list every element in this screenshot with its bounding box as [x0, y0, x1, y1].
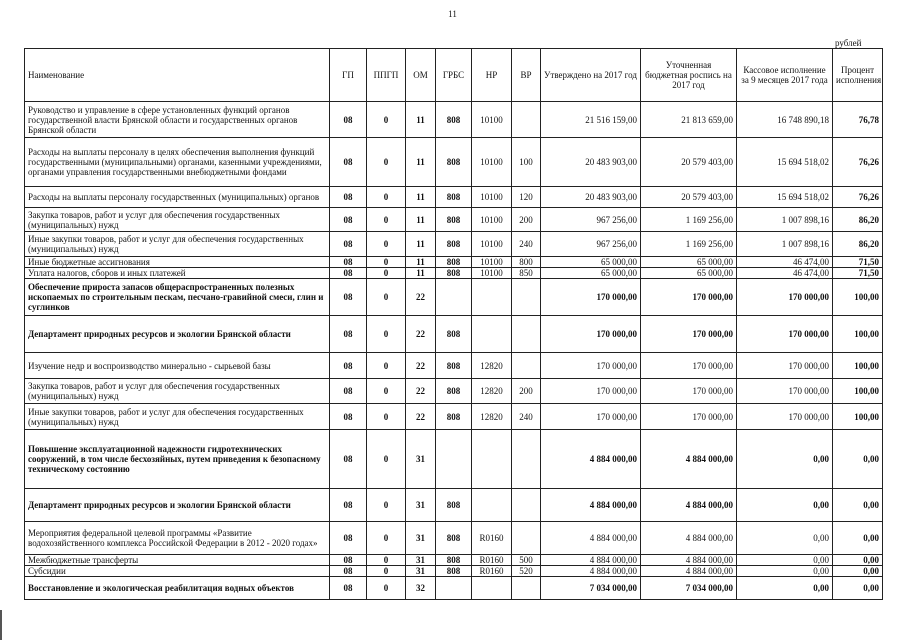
row-percent: 0,00 — [833, 555, 883, 566]
row-gp: 08 — [330, 577, 367, 600]
row-cash: 15 694 518,02 — [737, 138, 833, 187]
row-np — [472, 430, 512, 489]
row-grbs — [436, 577, 472, 600]
row-approved: 4 884 000,00 — [541, 555, 641, 566]
row-clarified: 170 000,00 — [641, 404, 737, 430]
row-gp: 08 — [330, 316, 367, 353]
row-approved: 20 483 903,00 — [541, 138, 641, 187]
header-ppgp: ППГП — [367, 49, 406, 102]
row-vr: 520 — [512, 566, 541, 577]
row-approved: 170 000,00 — [541, 316, 641, 353]
row-approved: 21 516 159,00 — [541, 102, 641, 138]
row-cash: 170 000,00 — [737, 379, 833, 404]
row-name: Субсидии — [25, 566, 330, 577]
row-name: Закупка товаров, работ и услуг для обеспечения государственных (муниципальных) нужд — [25, 379, 330, 404]
row-cash: 0,00 — [737, 566, 833, 577]
row-clarified: 170 000,00 — [641, 379, 737, 404]
row-vr: 500 — [512, 555, 541, 566]
row-clarified: 170 000,00 — [641, 279, 737, 316]
row-percent: 0,00 — [833, 522, 883, 555]
row-om: 32 — [406, 577, 436, 600]
row-vr: 240 — [512, 232, 541, 257]
row-cash: 170 000,00 — [737, 353, 833, 379]
row-om: 11 — [406, 208, 436, 232]
row-clarified: 65 000,00 — [641, 257, 737, 268]
row-np: 12820 — [472, 353, 512, 379]
table-row — [25, 138, 883, 187]
row-np: 10100 — [472, 232, 512, 257]
header-clarified: Уточненная бюджетная роспись на 2017 год — [641, 49, 737, 102]
row-approved: 967 256,00 — [541, 208, 641, 232]
row-gp: 08 — [330, 566, 367, 577]
row-gp: 08 — [330, 187, 367, 208]
row-om: 22 — [406, 379, 436, 404]
row-approved: 170 000,00 — [541, 379, 641, 404]
row-clarified: 4 884 000,00 — [641, 522, 737, 555]
row-percent: 0,00 — [833, 566, 883, 577]
row-om: 31 — [406, 555, 436, 566]
header-percent: Процент исполнения — [833, 49, 883, 102]
row-grbs: 808 — [436, 138, 472, 187]
row-approved: 170 000,00 — [541, 404, 641, 430]
row-ppgp: 0 — [367, 577, 406, 600]
row-approved: 4 884 000,00 — [541, 430, 641, 489]
row-name: Обеспечение прироста запасов общераспространенных полезных ископаемых по строительным пескам, песчано-гравийной смеси, глин и суглинков — [25, 279, 330, 316]
row-ppgp: 0 — [367, 208, 406, 232]
row-vr — [512, 522, 541, 555]
row-approved: 7 034 000,00 — [541, 577, 641, 600]
row-percent: 0,00 — [833, 489, 883, 522]
row-np: R0160 — [472, 522, 512, 555]
row-grbs: 808 — [436, 353, 472, 379]
row-percent: 86,20 — [833, 232, 883, 257]
row-vr — [512, 279, 541, 316]
table-row — [25, 404, 883, 430]
row-om: 31 — [406, 522, 436, 555]
row-name: Уплата налогов, сборов и иных платежей — [25, 268, 330, 279]
row-percent: 86,20 — [833, 208, 883, 232]
row-cash: 170 000,00 — [737, 279, 833, 316]
row-grbs: 808 — [436, 566, 472, 577]
row-name: Департамент природных ресурсов и экологии Брянской области — [25, 316, 330, 353]
row-cash: 1 007 898,16 — [737, 208, 833, 232]
row-percent: 71,50 — [833, 268, 883, 279]
row-name: Расходы на выплаты персоналу в целях обеспечения выполнения функций государственными (муниципальными) органами, казенными учреждениями, органами управления государственными внебюджетными фондами — [25, 138, 330, 187]
row-cash: 0,00 — [737, 522, 833, 555]
row-grbs: 808 — [436, 232, 472, 257]
row-gp: 08 — [330, 353, 367, 379]
row-grbs: 808 — [436, 522, 472, 555]
row-clarified: 4 884 000,00 — [641, 555, 737, 566]
row-clarified: 65 000,00 — [641, 268, 737, 279]
row-clarified: 4 884 000,00 — [641, 489, 737, 522]
row-percent: 100,00 — [833, 404, 883, 430]
row-ppgp: 0 — [367, 379, 406, 404]
row-cash: 0,00 — [737, 430, 833, 489]
row-np: 10100 — [472, 268, 512, 279]
table-row — [25, 566, 883, 577]
header-cash: Кассовое исполнение за 9 месяцев 2017 года — [737, 49, 833, 102]
row-percent: 100,00 — [833, 353, 883, 379]
row-vr — [512, 430, 541, 489]
row-approved: 4 884 000,00 — [541, 566, 641, 577]
row-clarified: 170 000,00 — [641, 316, 737, 353]
table-row — [25, 316, 883, 353]
row-gp: 08 — [330, 404, 367, 430]
row-np: 10100 — [472, 102, 512, 138]
row-clarified: 1 169 256,00 — [641, 232, 737, 257]
row-om: 31 — [406, 566, 436, 577]
row-name: Иные бюджетные ассигнования — [25, 257, 330, 268]
table-row — [25, 257, 883, 268]
row-name: Мероприятия федеральной целевой программы «Развитие водохозяйственного комплекса Российской Федерации в 2012 - 2020 годах» — [25, 522, 330, 555]
row-np — [472, 489, 512, 522]
row-om: 22 — [406, 404, 436, 430]
scan-edge-mark — [0, 610, 2, 640]
row-grbs: 808 — [436, 208, 472, 232]
row-clarified: 21 813 659,00 — [641, 102, 737, 138]
row-name: Межбюджетные трансферты — [25, 555, 330, 566]
row-om: 11 — [406, 138, 436, 187]
row-name: Департамент природных ресурсов и экологии Брянской области — [25, 489, 330, 522]
row-ppgp: 0 — [367, 232, 406, 257]
table-row — [25, 577, 883, 600]
header-gp: ГП — [330, 49, 367, 102]
row-cash: 0,00 — [737, 489, 833, 522]
row-ppgp: 0 — [367, 316, 406, 353]
row-om: 22 — [406, 353, 436, 379]
row-np: R0160 — [472, 566, 512, 577]
row-cash: 46 474,00 — [737, 268, 833, 279]
row-cash: 170 000,00 — [737, 404, 833, 430]
row-np: 12820 — [472, 404, 512, 430]
row-approved: 4 884 000,00 — [541, 522, 641, 555]
row-grbs: 808 — [436, 268, 472, 279]
table-header-row — [25, 49, 883, 102]
row-gp: 08 — [330, 208, 367, 232]
row-np — [472, 279, 512, 316]
row-gp: 08 — [330, 138, 367, 187]
row-percent: 71,50 — [833, 257, 883, 268]
header-name: Наименование — [25, 49, 330, 102]
row-om: 11 — [406, 187, 436, 208]
table-row — [25, 102, 883, 138]
row-vr: 200 — [512, 379, 541, 404]
row-name: Руководство и управление в сфере установленных функций органов государственной власти Брянской области и государственных органов Брянской области — [25, 102, 330, 138]
row-percent: 100,00 — [833, 379, 883, 404]
row-clarified: 20 579 403,00 — [641, 187, 737, 208]
row-name: Повышение эксплуатационной надежности гидротехнических сооружений, в том числе бесхозяйных, путем приведения к безопасному техническому состоянию — [25, 430, 330, 489]
row-grbs — [436, 430, 472, 489]
row-vr — [512, 489, 541, 522]
row-name: Иные закупки товаров, работ и услуг для обеспечения государственных (муниципальных) нужд — [25, 232, 330, 257]
row-np — [472, 316, 512, 353]
row-cash: 15 694 518,02 — [737, 187, 833, 208]
row-om: 11 — [406, 232, 436, 257]
row-gp: 08 — [330, 489, 367, 522]
row-np: R0160 — [472, 555, 512, 566]
header-grbs: ГРБС — [436, 49, 472, 102]
row-gp: 08 — [330, 522, 367, 555]
row-approved: 967 256,00 — [541, 232, 641, 257]
row-grbs: 808 — [436, 555, 472, 566]
row-clarified: 7 034 000,00 — [641, 577, 737, 600]
row-cash: 170 000,00 — [737, 316, 833, 353]
row-vr — [512, 316, 541, 353]
row-name: Изучение недр и воспроизводство минерально - сырьевой базы — [25, 353, 330, 379]
row-vr: 200 — [512, 208, 541, 232]
row-ppgp: 0 — [367, 522, 406, 555]
table-row — [25, 187, 883, 208]
row-name: Расходы на выплаты персоналу государственных (муниципальных) органов — [25, 187, 330, 208]
table-row — [25, 279, 883, 316]
row-grbs: 808 — [436, 102, 472, 138]
row-clarified: 20 579 403,00 — [641, 138, 737, 187]
row-name: Закупка товаров, работ и услуг для обеспечения государственных (муниципальных) нужд — [25, 208, 330, 232]
row-om: 22 — [406, 279, 436, 316]
row-vr: 800 — [512, 257, 541, 268]
row-grbs: 808 — [436, 489, 472, 522]
row-percent: 76,26 — [833, 187, 883, 208]
row-gp: 08 — [330, 555, 367, 566]
row-approved: 170 000,00 — [541, 279, 641, 316]
page-number: 11 — [448, 9, 457, 19]
row-vr: 240 — [512, 404, 541, 430]
row-np: 10100 — [472, 208, 512, 232]
header-np: НР — [472, 49, 512, 102]
currency-unit: рублей — [835, 38, 862, 48]
row-clarified: 1 169 256,00 — [641, 208, 737, 232]
row-ppgp: 0 — [367, 268, 406, 279]
row-ppgp: 0 — [367, 187, 406, 208]
row-gp: 08 — [330, 257, 367, 268]
row-ppgp: 0 — [367, 353, 406, 379]
row-grbs — [436, 279, 472, 316]
row-percent: 100,00 — [833, 316, 883, 353]
row-gp: 08 — [330, 279, 367, 316]
row-gp: 08 — [330, 102, 367, 138]
row-percent: 0,00 — [833, 430, 883, 489]
row-clarified: 4 884 000,00 — [641, 566, 737, 577]
row-ppgp: 0 — [367, 138, 406, 187]
row-name: Восстановление и экологическая реабилитация водных объектов — [25, 577, 330, 600]
table-row — [25, 268, 883, 279]
row-clarified: 4 884 000,00 — [641, 430, 737, 489]
row-grbs: 808 — [436, 316, 472, 353]
row-np: 10100 — [472, 257, 512, 268]
row-percent: 76,78 — [833, 102, 883, 138]
row-np — [472, 577, 512, 600]
row-approved: 4 884 000,00 — [541, 489, 641, 522]
table-row — [25, 489, 883, 522]
table-row — [25, 208, 883, 232]
row-ppgp: 0 — [367, 430, 406, 489]
table-row — [25, 522, 883, 555]
table-row — [25, 353, 883, 379]
row-om: 31 — [406, 430, 436, 489]
row-vr: 120 — [512, 187, 541, 208]
row-cash: 46 474,00 — [737, 257, 833, 268]
row-vr: 850 — [512, 268, 541, 279]
row-vr — [512, 102, 541, 138]
row-ppgp: 0 — [367, 404, 406, 430]
row-grbs: 808 — [436, 257, 472, 268]
budget-table — [24, 48, 883, 600]
row-om: 11 — [406, 268, 436, 279]
row-name: Иные закупки товаров, работ и услуг для обеспечения государственных (муниципальных) нужд — [25, 404, 330, 430]
row-cash: 0,00 — [737, 577, 833, 600]
row-ppgp: 0 — [367, 279, 406, 316]
row-grbs: 808 — [436, 187, 472, 208]
row-grbs: 808 — [436, 404, 472, 430]
row-ppgp: 0 — [367, 566, 406, 577]
row-approved: 20 483 903,00 — [541, 187, 641, 208]
row-ppgp: 0 — [367, 102, 406, 138]
table-row — [25, 379, 883, 404]
header-vr: ВР — [512, 49, 541, 102]
row-gp: 08 — [330, 232, 367, 257]
row-approved: 65 000,00 — [541, 268, 641, 279]
row-om: 11 — [406, 257, 436, 268]
row-cash: 0,00 — [737, 555, 833, 566]
row-cash: 1 007 898,16 — [737, 232, 833, 257]
row-om: 11 — [406, 102, 436, 138]
row-percent: 100,00 — [833, 279, 883, 316]
row-gp: 08 — [330, 379, 367, 404]
row-cash: 16 748 890,18 — [737, 102, 833, 138]
header-approved: Утверждено на 2017 год — [541, 49, 641, 102]
row-gp: 08 — [330, 268, 367, 279]
table-body — [25, 102, 883, 600]
row-ppgp: 0 — [367, 257, 406, 268]
row-vr — [512, 353, 541, 379]
row-approved: 170 000,00 — [541, 353, 641, 379]
row-np: 10100 — [472, 138, 512, 187]
table-row — [25, 555, 883, 566]
row-ppgp: 0 — [367, 555, 406, 566]
row-vr — [512, 577, 541, 600]
table-row — [25, 430, 883, 489]
row-grbs: 808 — [436, 379, 472, 404]
row-ppgp: 0 — [367, 489, 406, 522]
row-vr: 100 — [512, 138, 541, 187]
header-om: ОМ — [406, 49, 436, 102]
row-percent: 76,26 — [833, 138, 883, 187]
row-om: 31 — [406, 489, 436, 522]
row-clarified: 170 000,00 — [641, 353, 737, 379]
row-om: 22 — [406, 316, 436, 353]
row-np: 12820 — [472, 379, 512, 404]
table-row — [25, 232, 883, 257]
row-np: 10100 — [472, 187, 512, 208]
row-percent: 0,00 — [833, 577, 883, 600]
row-approved: 65 000,00 — [541, 257, 641, 268]
row-gp: 08 — [330, 430, 367, 489]
